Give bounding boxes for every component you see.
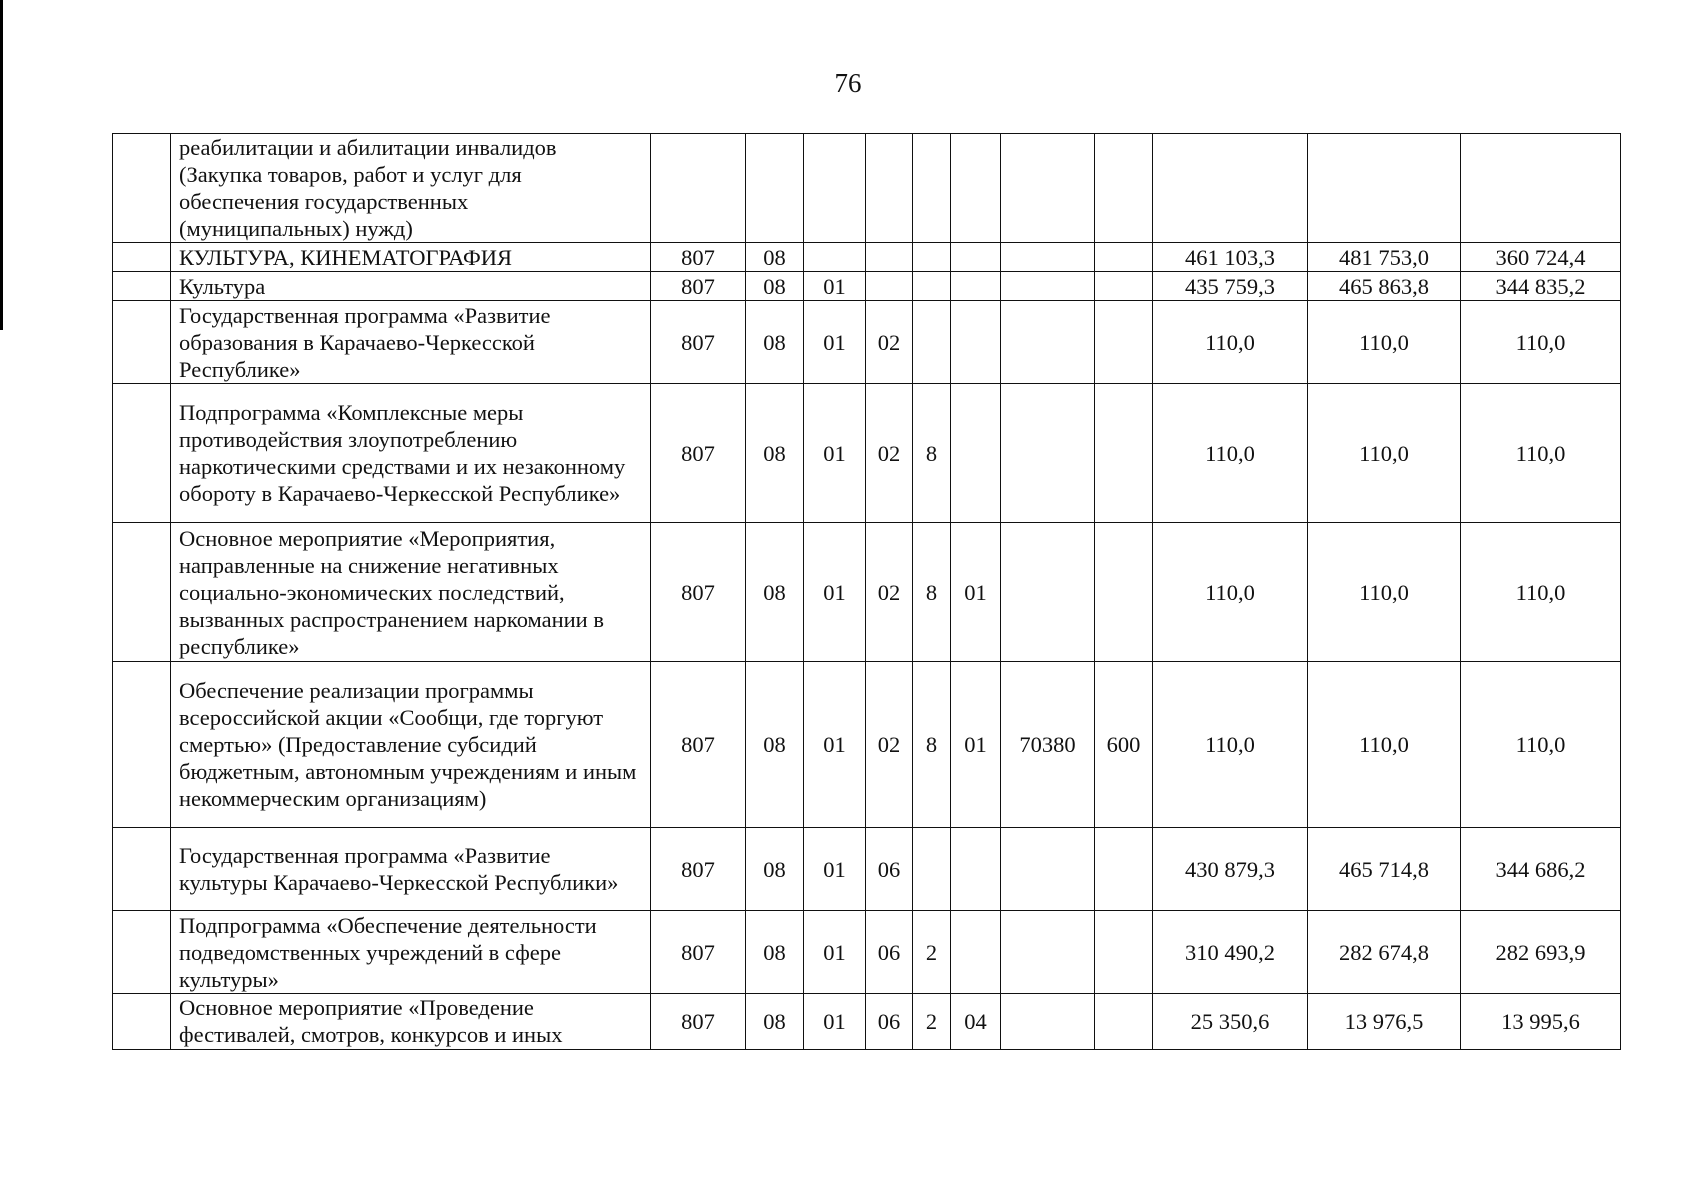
section-code-cell: 08 bbox=[746, 301, 804, 384]
row-number-cell bbox=[113, 523, 171, 662]
program-code-cell: 06 bbox=[866, 994, 913, 1050]
table-row bbox=[113, 523, 1621, 662]
amount-year-2-cell: 465 863,8 bbox=[1308, 272, 1461, 301]
ministry-code-cell: 807 bbox=[651, 301, 746, 384]
subsection-code-cell: 01 bbox=[804, 828, 866, 911]
table-row bbox=[113, 828, 1621, 911]
subprogram-code-cell bbox=[913, 828, 951, 911]
program-code-cell bbox=[866, 272, 913, 301]
event-code-cell bbox=[951, 134, 1001, 243]
amount-year-3-cell: 344 835,2 bbox=[1461, 272, 1621, 301]
amount-year-3-cell: 110,0 bbox=[1461, 662, 1621, 828]
ministry-code-cell: 807 bbox=[651, 384, 746, 523]
direction-code-cell bbox=[1001, 523, 1095, 662]
item-name-cell: КУЛЬТУРА, КИНЕМАТОГРАФИЯ bbox=[171, 243, 651, 272]
amount-year-3-cell: 13 995,6 bbox=[1461, 994, 1621, 1050]
expense-type-code-cell bbox=[1095, 272, 1153, 301]
program-code-cell: 02 bbox=[866, 384, 913, 523]
section-code-cell: 08 bbox=[746, 911, 804, 994]
page-number: 76 bbox=[834, 68, 862, 98]
subprogram-code-cell bbox=[913, 243, 951, 272]
item-name-cell: реабилитации и абилитации инвалидов (Закупка товаров, работ и услуг для обеспечения государственных (муниципальных) нужд) bbox=[171, 134, 651, 243]
item-name-cell: Основное мероприятие «Проведение фестивалей, смотров, конкурсов и иных bbox=[171, 994, 651, 1050]
ministry-code-cell: 807 bbox=[651, 272, 746, 301]
subsection-code-cell: 01 bbox=[804, 301, 866, 384]
amount-year-3-cell: 360 724,4 bbox=[1461, 243, 1621, 272]
program-code-cell: 06 bbox=[866, 828, 913, 911]
item-name-cell: Государственная программа «Развитие культуры Карачаево-Черкесской Республики» bbox=[171, 828, 651, 911]
amount-year-1-cell: 110,0 bbox=[1153, 523, 1308, 662]
row-number-cell bbox=[113, 272, 171, 301]
ministry-code-cell: 807 bbox=[651, 828, 746, 911]
subsection-code-cell: 01 bbox=[804, 911, 866, 994]
subsection-code-cell bbox=[804, 134, 866, 243]
direction-code-cell bbox=[1001, 243, 1095, 272]
program-code-cell: 02 bbox=[866, 301, 913, 384]
amount-year-1-cell: 110,0 bbox=[1153, 384, 1308, 523]
item-name-cell: Обеспечение реализации программы всероссийской акции «Сообщи, где торгуют смертью» (Предоставление субсидий бюджетным, автономным учреждениям и иным некоммерческим организациям) bbox=[171, 662, 651, 828]
subsection-code-cell: 01 bbox=[804, 994, 866, 1050]
amount-year-2-cell: 282 674,8 bbox=[1308, 911, 1461, 994]
row-number-cell bbox=[113, 243, 171, 272]
amount-year-2-cell: 110,0 bbox=[1308, 662, 1461, 828]
ministry-code-cell bbox=[651, 134, 746, 243]
subsection-code-cell: 01 bbox=[804, 523, 866, 662]
amount-year-1-cell: 110,0 bbox=[1153, 662, 1308, 828]
event-code-cell bbox=[951, 272, 1001, 301]
row-number-cell bbox=[113, 384, 171, 523]
amount-year-2-cell: 110,0 bbox=[1308, 523, 1461, 662]
amount-year-2-cell bbox=[1308, 134, 1461, 243]
ministry-code-cell: 807 bbox=[651, 243, 746, 272]
expense-type-code-cell bbox=[1095, 523, 1153, 662]
direction-code-cell bbox=[1001, 301, 1095, 384]
subprogram-code-cell bbox=[913, 134, 951, 243]
amount-year-1-cell: 310 490,2 bbox=[1153, 911, 1308, 994]
table-row bbox=[113, 272, 1621, 301]
program-code-cell bbox=[866, 243, 913, 272]
table-row bbox=[113, 301, 1621, 384]
amount-year-1-cell: 461 103,3 bbox=[1153, 243, 1308, 272]
section-code-cell: 08 bbox=[746, 828, 804, 911]
row-number-cell bbox=[113, 994, 171, 1050]
amount-year-3-cell: 110,0 bbox=[1461, 523, 1621, 662]
event-code-cell bbox=[951, 301, 1001, 384]
row-number-cell bbox=[113, 134, 171, 243]
event-code-cell: 01 bbox=[951, 523, 1001, 662]
direction-code-cell bbox=[1001, 272, 1095, 301]
program-code-cell: 06 bbox=[866, 911, 913, 994]
subprogram-code-cell bbox=[913, 272, 951, 301]
amount-year-3-cell: 110,0 bbox=[1461, 384, 1621, 523]
ministry-code-cell: 807 bbox=[651, 994, 746, 1050]
subsection-code-cell: 01 bbox=[804, 272, 866, 301]
table-row bbox=[113, 134, 1621, 243]
event-code-cell: 01 bbox=[951, 662, 1001, 828]
subprogram-code-cell: 8 bbox=[913, 662, 951, 828]
section-code-cell: 08 bbox=[746, 384, 804, 523]
table-body bbox=[113, 134, 1621, 1050]
event-code-cell bbox=[951, 828, 1001, 911]
item-name-cell: Подпрограмма «Обеспечение деятельности подведомственных учреждений в сфере культуры» bbox=[171, 911, 651, 994]
event-code-cell bbox=[951, 384, 1001, 523]
item-name-cell: Культура bbox=[171, 272, 651, 301]
amount-year-1-cell bbox=[1153, 134, 1308, 243]
table-row bbox=[113, 662, 1621, 828]
amount-year-2-cell: 110,0 bbox=[1308, 384, 1461, 523]
section-code-cell: 08 bbox=[746, 662, 804, 828]
subprogram-code-cell: 2 bbox=[913, 994, 951, 1050]
expense-type-code-cell bbox=[1095, 828, 1153, 911]
expense-type-code-cell bbox=[1095, 243, 1153, 272]
amount-year-2-cell: 13 976,5 bbox=[1308, 994, 1461, 1050]
direction-code-cell bbox=[1001, 384, 1095, 523]
amount-year-1-cell: 110,0 bbox=[1153, 301, 1308, 384]
section-code-cell: 08 bbox=[746, 272, 804, 301]
section-code-cell: 08 bbox=[746, 523, 804, 662]
amount-year-1-cell: 430 879,3 bbox=[1153, 828, 1308, 911]
subprogram-code-cell: 8 bbox=[913, 523, 951, 662]
direction-code-cell bbox=[1001, 134, 1095, 243]
item-name-cell: Государственная программа «Развитие образования в Карачаево-Черкесской Республике» bbox=[171, 301, 651, 384]
item-name-cell: Основное мероприятие «Мероприятия, направленные на снижение негативных социально-экономических последствий, вызванных распространением наркомании в республике» bbox=[171, 523, 651, 662]
table-row bbox=[113, 384, 1621, 523]
amount-year-3-cell: 282 693,9 bbox=[1461, 911, 1621, 994]
section-code-cell bbox=[746, 134, 804, 243]
item-name-cell: Подпрограмма «Комплексные меры противодействия злоупотреблению наркотическими средствами и их незаконному обороту в Карачаево-Черкесской Республике» bbox=[171, 384, 651, 523]
direction-code-cell bbox=[1001, 911, 1095, 994]
table-row bbox=[113, 911, 1621, 994]
row-number-cell bbox=[113, 662, 171, 828]
amount-year-3-cell bbox=[1461, 134, 1621, 243]
subsection-code-cell: 01 bbox=[804, 384, 866, 523]
direction-code-cell: 70380 bbox=[1001, 662, 1095, 828]
amount-year-1-cell: 25 350,6 bbox=[1153, 994, 1308, 1050]
subprogram-code-cell bbox=[913, 301, 951, 384]
subprogram-code-cell: 2 bbox=[913, 911, 951, 994]
event-code-cell: 04 bbox=[951, 994, 1001, 1050]
amount-year-2-cell: 481 753,0 bbox=[1308, 243, 1461, 272]
row-number-cell bbox=[113, 911, 171, 994]
expense-type-code-cell bbox=[1095, 911, 1153, 994]
amount-year-3-cell: 344 686,2 bbox=[1461, 828, 1621, 911]
direction-code-cell bbox=[1001, 828, 1095, 911]
program-code-cell: 02 bbox=[866, 662, 913, 828]
expense-type-code-cell bbox=[1095, 384, 1153, 523]
table-row bbox=[113, 243, 1621, 272]
subprogram-code-cell: 8 bbox=[913, 384, 951, 523]
ministry-code-cell: 807 bbox=[651, 523, 746, 662]
expense-type-code-cell: 600 bbox=[1095, 662, 1153, 828]
amount-year-3-cell: 110,0 bbox=[1461, 301, 1621, 384]
margin-rule bbox=[0, 0, 3, 330]
subsection-code-cell: 01 bbox=[804, 662, 866, 828]
event-code-cell bbox=[951, 911, 1001, 994]
ministry-code-cell: 807 bbox=[651, 662, 746, 828]
direction-code-cell bbox=[1001, 994, 1095, 1050]
section-code-cell: 08 bbox=[746, 994, 804, 1050]
event-code-cell bbox=[951, 243, 1001, 272]
program-code-cell bbox=[866, 134, 913, 243]
ministry-code-cell: 807 bbox=[651, 911, 746, 994]
expense-type-code-cell bbox=[1095, 994, 1153, 1050]
row-number-cell bbox=[113, 301, 171, 384]
table-row bbox=[113, 994, 1621, 1050]
program-code-cell: 02 bbox=[866, 523, 913, 662]
row-number-cell bbox=[113, 828, 171, 911]
amount-year-2-cell: 465 714,8 bbox=[1308, 828, 1461, 911]
subsection-code-cell bbox=[804, 243, 866, 272]
expense-type-code-cell bbox=[1095, 134, 1153, 243]
section-code-cell: 08 bbox=[746, 243, 804, 272]
budget-table bbox=[112, 133, 1621, 1050]
expense-type-code-cell bbox=[1095, 301, 1153, 384]
amount-year-2-cell: 110,0 bbox=[1308, 301, 1461, 384]
amount-year-1-cell: 435 759,3 bbox=[1153, 272, 1308, 301]
